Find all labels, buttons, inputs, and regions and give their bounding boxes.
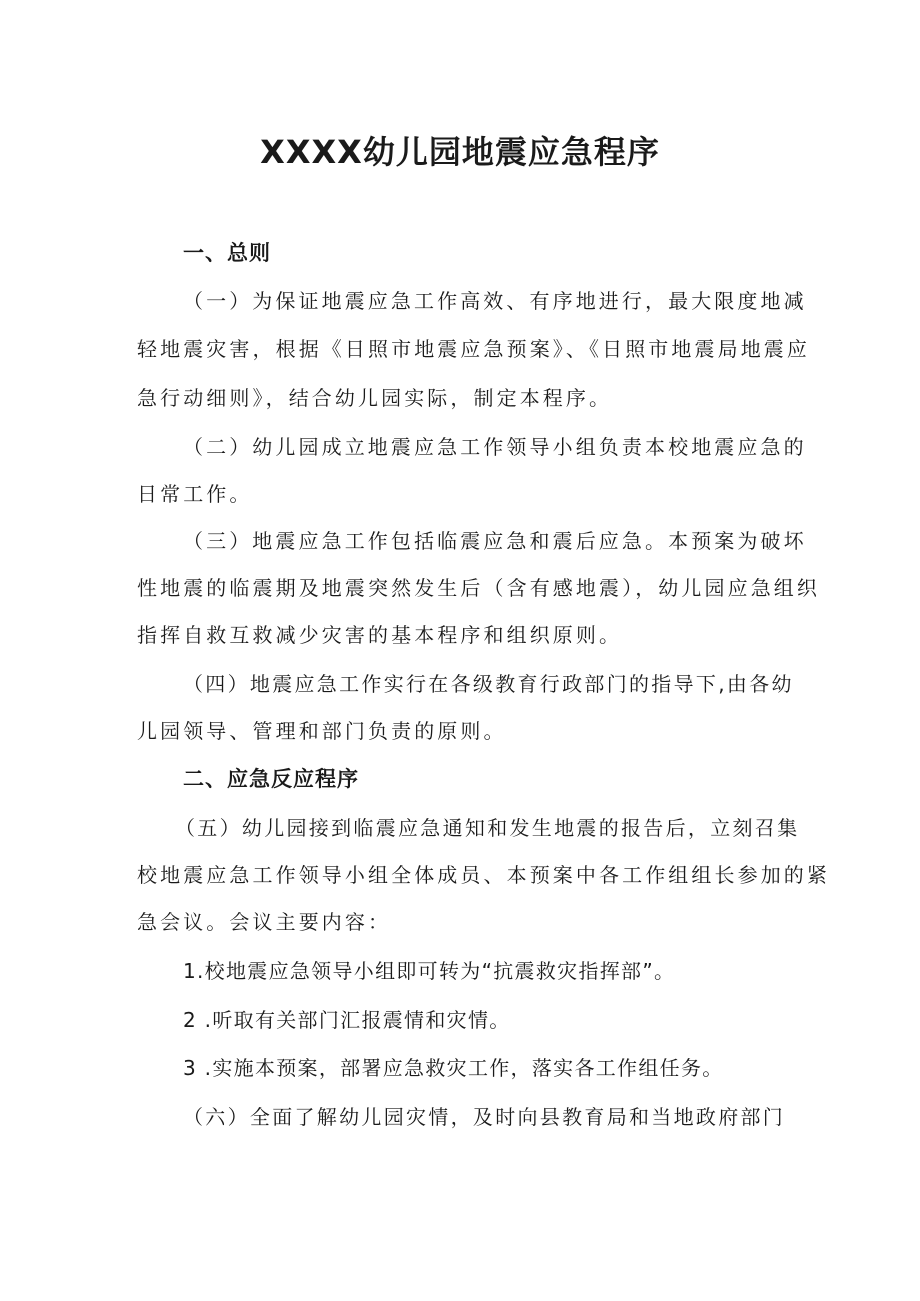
list-item-2: 2 .听取有关部门汇报震情和灾情。 [183, 1008, 511, 1032]
paragraph-3-line-3: 指挥自救互救减少灾害的基本程序和组织原则。 [137, 623, 623, 647]
paragraph-6-line-1: （六）全面了解幼儿园灾情，及时向县教育局和当地政府部门 [183, 1105, 786, 1129]
paragraph-3-line-2: 性地震的临震期及地震突然发生后（含有感地震），幼儿园应急组织 [137, 576, 820, 600]
paragraph-4-line-1: （四）地震应急工作实行在各级教育行政部门的指导下,由各幼 [183, 672, 794, 696]
list-item-3: 3 .实施本预案，部署应急救灾工作，落实各工作组任务。 [183, 1056, 724, 1080]
paragraph-3-line-1: （三）地震应急工作包括临震应急和震后应急。本预案为破坏 [183, 529, 807, 553]
list-item-1: 1.校地震应急领导小组即可转为“抗震救灾指挥部”。 [183, 959, 676, 983]
paragraph-2-line-1: （二）幼儿园成立地震应急工作领导小组负责本校地震应急的 [183, 435, 807, 459]
paragraph-5-line-1: （五）幼儿园接到临震应急通知和发生地震的报告后，立刻召集 [175, 816, 800, 840]
section-heading-response: 二、应急反应程序 [183, 767, 359, 791]
paragraph-1-line-2: 轻地震灾害，根据《日照市地震应急预案》、《日照市地震局地震应 [137, 337, 810, 361]
document-title: XXXX幼儿园地震应急程序 [260, 133, 660, 171]
paragraph-5-line-3: 急会议。会议主要内容： [137, 910, 392, 934]
section-heading-general: 一、总则 [183, 241, 271, 265]
paragraph-2-line-2: 日常工作。 [137, 482, 253, 506]
paragraph-5-line-2: 校地震应急工作领导小组全体成员、本预案中各工作组组长参加的紧 [137, 863, 830, 887]
paragraph-1-line-1: （一）为保证地震应急工作高效、有序地进行，最大限度地减 [183, 289, 807, 313]
paragraph-4-line-2: 儿园领导、管理和部门负责的原则。 [137, 719, 507, 743]
paragraph-1-line-3: 急行动细则》，结合幼儿园实际，制定本程序。 [137, 386, 613, 410]
